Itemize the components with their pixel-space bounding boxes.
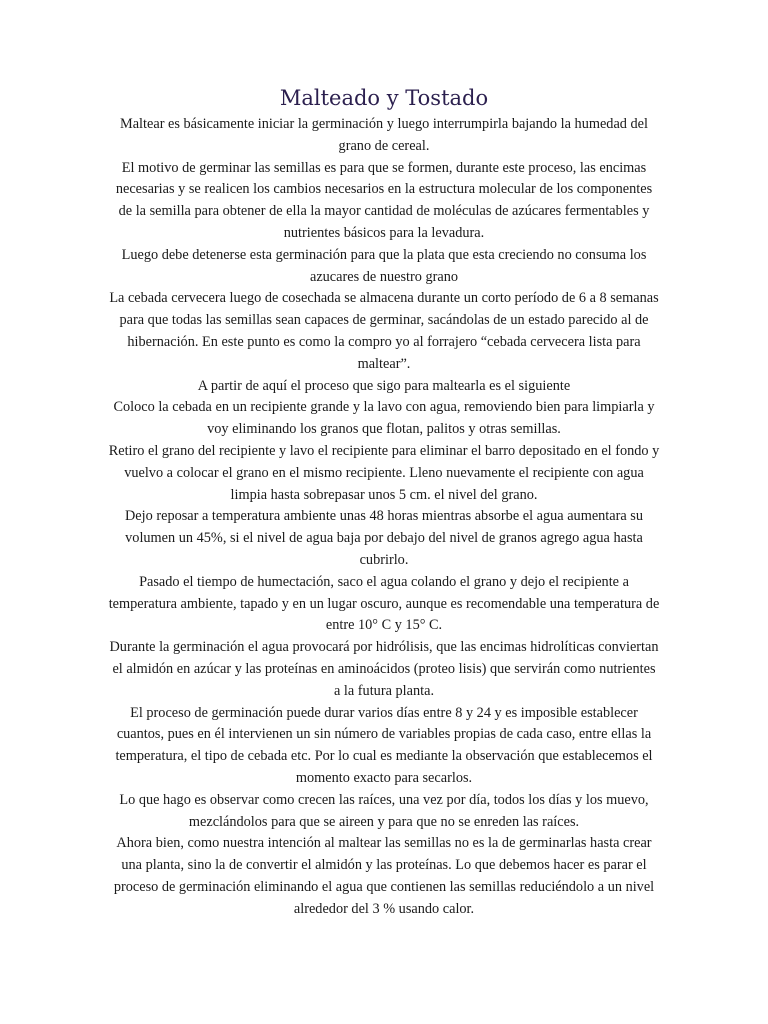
paragraph: Retiro el grano del recipiente y lavo el recipiente para eliminar el barro depositado en el fondo y vuelvo a colocar el grano en el mismo recipiente. Lleno nuevamente el recipiente con agua limpia hasta sobrepasar unos 5 cm. el nivel del grano. — [108, 442, 660, 503]
paragraph: El motivo de germinar las semillas es para que se formen, durante este proceso, las encimas necesarias y se realicen los cambios necesarios en la estructura molecular de los componentes de la semilla para obtener de ella la mayor cantidad de moléculas de azúcares fermentables y nutrientes básicos para la levadura. — [115, 159, 653, 241]
paragraph: Ahora bien, como nuestra intención al maltear las semillas no es la de germinarlas hasta crear una planta, sino la de convertir el almidón y las proteínas. Lo que debemos hacer es parar el proceso de germinación eliminando el agua que contienen las semillas reduciéndolo a un nivel alrededor del 3 % usando calor. — [113, 835, 655, 917]
document-body — [108, 114, 660, 920]
paragraph: La cebada cervecera luego de cosechada se almacena durante un corto período de 6 a 8 semanas para que todas las semillas sean capaces de germinar, sacándolas de un estado parecido al de hibernación. En este punto es como la compro yo al forrajero “cebada cervecera lista para maltear”. — [109, 290, 659, 372]
paragraph: El proceso de germinación puede durar varios días entre 8 y 24 y es imposible establecer cuantos, pues en él intervienen un sin número de variables propias de cada caso, entre ellas la temperatura, el tipo de cebada etc. Por lo cual es mediante la observación que establecemos el momento exacto para secarlos. — [115, 704, 653, 786]
paragraph: Luego debe detenerse esta germinación para que la plata que esta creciendo no consuma los azucares de nuestro grano — [121, 246, 647, 285]
paragraph: Pasado el tiempo de humectación, saco el agua colando el grano y dejo el recipiente a temperatura ambiente, tapado y en un lugar oscuro, aunque es recomendable una temperatura de entre 10° C y 15° C. — [108, 573, 660, 634]
paragraph: Dejo reposar a temperatura ambiente unas 48 horas mientras absorbe el agua aumentara su volumen un 45%, si el nivel de agua baja por debajo del nivel de granos agrego agua hasta cubrirlo. — [124, 508, 644, 568]
paragraph: Lo que hago es observar como crecen las raíces, una vez por día, todos los días y los muevo, mezclándolos para que se aireen y para que no se enreden las raíces. — [119, 791, 649, 830]
paragraph: Maltear es básicamente iniciar la germinación y luego interrumpirla bajando la humedad del grano de cereal. — [120, 116, 648, 154]
paragraph: Durante la germinación el agua provocará por hidrólisis, que las encimas hidrolíticas conviertan el almidón en azúcar y las proteínas en aminoácidos (proteo lisis) que servirán como nutrientes a la futura planta. — [109, 639, 659, 699]
paragraph: A partir de aquí el proceso que sigo para maltearla es el siguiente — [197, 377, 571, 394]
paragraph: Coloco la cebada en un recipiente grande y la lavo con agua, removiendo bien para limpiarla y voy eliminando los granos que flotan, palitos y otras semillas. — [113, 399, 655, 438]
document-title: Malteado y Tostado — [279, 86, 489, 110]
